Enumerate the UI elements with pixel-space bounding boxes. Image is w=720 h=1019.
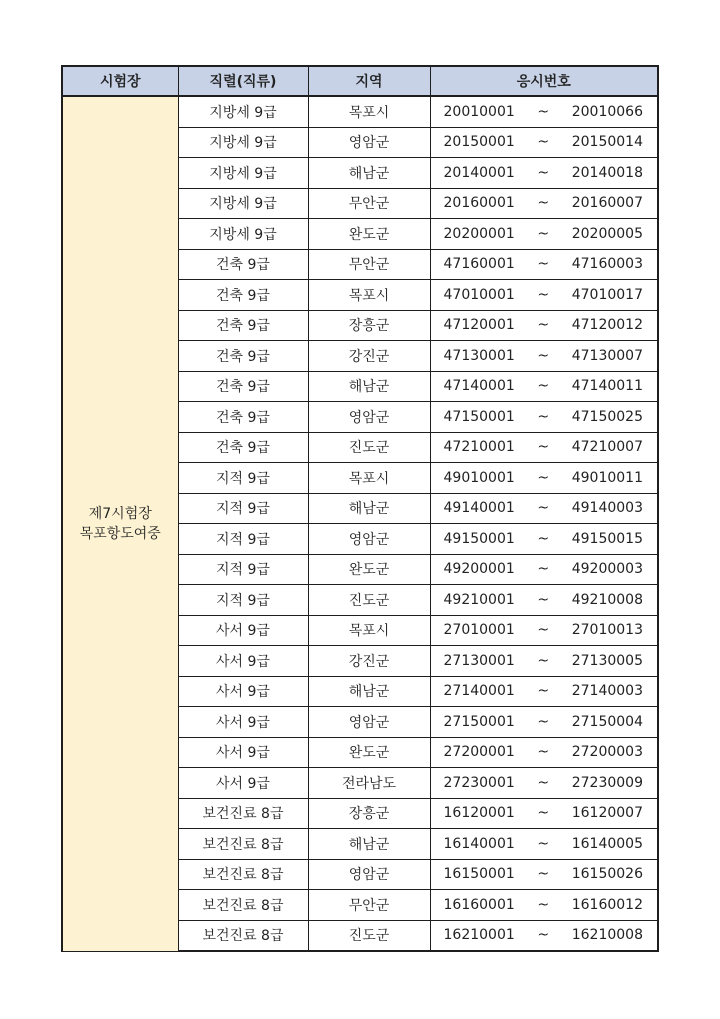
job-cell: 건축 9급 [178, 402, 308, 433]
job-cell: 사서 9급 [178, 768, 308, 799]
exam-number-range [431, 531, 658, 547]
exam-number-end: 20010066 [571, 103, 643, 120]
job-cell: 사서 9급 [178, 676, 308, 707]
header-region: 지역 [308, 66, 430, 96]
range-separator: ~ [537, 286, 550, 303]
exam-number-end: 16160012 [571, 896, 643, 913]
region-cell: 영암군 [308, 402, 430, 433]
region-cell: 강진군 [308, 341, 430, 372]
exam-number-end: 47130007 [571, 347, 643, 364]
region-cell: 영암군 [308, 127, 430, 158]
exam-number-range [431, 592, 658, 608]
exam-number-range [431, 561, 658, 577]
range-separator: ~ [537, 683, 550, 700]
range-separator: ~ [537, 225, 550, 242]
exam-number-start: 16210001 [443, 927, 515, 944]
region-cell: 무안군 [308, 249, 430, 280]
range-separator: ~ [537, 622, 550, 639]
exam-number-range [431, 866, 658, 882]
exam-number-range [431, 470, 658, 486]
exam-number-range-cell [430, 280, 658, 311]
exam-number-end: 47160003 [571, 256, 643, 273]
exam-number-range [431, 165, 658, 181]
range-separator: ~ [537, 103, 550, 120]
region-cell: 진도군 [308, 432, 430, 463]
exam-number-start: 47010001 [443, 286, 515, 303]
job-cell: 지방세 9급 [178, 96, 308, 127]
range-separator: ~ [537, 713, 550, 730]
exam-number-end: 16140005 [571, 835, 643, 852]
range-separator: ~ [537, 530, 550, 547]
job-cell: 보건진료 8급 [178, 829, 308, 860]
range-separator: ~ [537, 591, 550, 608]
exam-number-range-cell [430, 402, 658, 433]
region-cell: 무안군 [308, 188, 430, 219]
job-cell: 건축 9급 [178, 432, 308, 463]
region-cell: 완도군 [308, 554, 430, 585]
exam-number-start: 47140001 [443, 378, 515, 395]
exam-number-range-cell [430, 524, 658, 555]
exam-number-range-cell [430, 463, 658, 494]
venue-number: 제7시험장 [88, 505, 152, 522]
exam-number-range-cell [430, 737, 658, 768]
exam-number-range-cell [430, 341, 658, 372]
exam-number-range-cell [430, 676, 658, 707]
exam-number-range-cell [430, 707, 658, 738]
range-separator: ~ [537, 347, 550, 364]
exam-number-range [431, 805, 658, 821]
exam-number-start: 49010001 [443, 469, 515, 486]
job-cell: 보건진료 8급 [178, 920, 308, 951]
exam-number-end: 47120012 [571, 317, 643, 334]
region-cell: 목포시 [308, 615, 430, 646]
region-cell: 해남군 [308, 493, 430, 524]
venue-school: 목포항도여중 [79, 525, 161, 542]
exam-number-end: 47010017 [571, 286, 643, 303]
range-separator: ~ [537, 469, 550, 486]
exam-number-range-cell [430, 890, 658, 921]
exam-number-end: 47210007 [571, 439, 643, 456]
job-cell: 지적 9급 [178, 493, 308, 524]
exam-number-range-cell [430, 96, 658, 127]
exam-number-start: 49200001 [443, 561, 515, 578]
job-cell: 지적 9급 [178, 585, 308, 616]
exam-number-range-cell [430, 829, 658, 860]
job-cell: 건축 9급 [178, 310, 308, 341]
exam-number-range [431, 897, 658, 913]
region-cell: 영암군 [308, 524, 430, 555]
exam-number-range-cell [430, 127, 658, 158]
range-separator: ~ [537, 408, 550, 425]
range-separator: ~ [537, 835, 550, 852]
header-exam-number: 응시번호 [430, 66, 658, 96]
exam-number-end: 47140011 [571, 378, 643, 395]
exam-number-start: 20140001 [443, 164, 515, 181]
exam-number-start: 49150001 [443, 530, 515, 547]
exam-number-range [431, 714, 658, 730]
exam-number-range [431, 653, 658, 669]
range-separator: ~ [537, 164, 550, 181]
exam-number-range-cell [430, 798, 658, 829]
exam-number-end: 16120007 [571, 805, 643, 822]
exam-number-range-cell [430, 158, 658, 189]
region-cell: 전라남도 [308, 768, 430, 799]
range-separator: ~ [537, 927, 550, 944]
job-cell: 지적 9급 [178, 524, 308, 555]
exam-number-start: 16150001 [443, 866, 515, 883]
exam-number-start: 27150001 [443, 713, 515, 730]
exam-number-range-cell [430, 493, 658, 524]
job-cell: 사서 9급 [178, 707, 308, 738]
region-cell: 목포시 [308, 463, 430, 494]
exam-number-start: 47120001 [443, 317, 515, 334]
range-separator: ~ [537, 774, 550, 791]
range-separator: ~ [537, 256, 550, 273]
exam-number-end: 20150014 [571, 134, 643, 151]
exam-number-range-cell [430, 585, 658, 616]
exam-number-range [431, 378, 658, 394]
job-cell: 지방세 9급 [178, 219, 308, 250]
exam-number-range [431, 683, 658, 699]
exam-number-start: 20150001 [443, 134, 515, 151]
exam-number-range-cell [430, 219, 658, 250]
exam-number-start: 47130001 [443, 347, 515, 364]
region-cell: 해남군 [308, 371, 430, 402]
job-cell: 건축 9급 [178, 280, 308, 311]
exam-number-range [431, 287, 658, 303]
exam-number-start: 16140001 [443, 835, 515, 852]
exam-number-end: 20140018 [571, 164, 643, 181]
exam-number-start: 27140001 [443, 683, 515, 700]
exam-assignment-table [61, 65, 659, 952]
range-separator: ~ [537, 317, 550, 334]
region-cell: 목포시 [308, 280, 430, 311]
exam-number-range [431, 744, 658, 760]
range-separator: ~ [537, 744, 550, 761]
region-cell: 목포시 [308, 96, 430, 127]
range-separator: ~ [537, 439, 550, 456]
range-separator: ~ [537, 195, 550, 212]
exam-number-end: 49010011 [571, 469, 643, 486]
exam-number-range [431, 104, 658, 120]
exam-number-end: 27140003 [571, 683, 643, 700]
job-cell: 사서 9급 [178, 737, 308, 768]
exam-number-range-cell [430, 554, 658, 585]
exam-number-range [431, 836, 658, 852]
header-job: 직렬(직류) [178, 66, 308, 96]
job-cell: 지적 9급 [178, 554, 308, 585]
exam-number-range [431, 317, 658, 333]
exam-number-end: 49140003 [571, 500, 643, 517]
job-cell: 지적 9급 [178, 463, 308, 494]
region-cell: 장흥군 [308, 798, 430, 829]
exam-number-end: 27150004 [571, 713, 643, 730]
exam-number-range [431, 500, 658, 516]
exam-number-range-cell [430, 188, 658, 219]
region-cell: 영암군 [308, 859, 430, 890]
exam-number-range [431, 348, 658, 364]
range-separator: ~ [537, 500, 550, 517]
job-cell: 지방세 9급 [178, 127, 308, 158]
exam-number-range-cell [430, 371, 658, 402]
exam-number-range-cell [430, 859, 658, 890]
job-cell: 사서 9급 [178, 615, 308, 646]
exam-number-start: 27200001 [443, 744, 515, 761]
exam-number-start: 47160001 [443, 256, 515, 273]
exam-number-range [431, 622, 658, 638]
exam-number-start: 49210001 [443, 591, 515, 608]
region-cell: 영암군 [308, 707, 430, 738]
exam-number-range-cell [430, 646, 658, 677]
job-cell: 지방세 9급 [178, 158, 308, 189]
region-cell: 해남군 [308, 158, 430, 189]
job-cell: 보건진료 8급 [178, 890, 308, 921]
region-cell: 무안군 [308, 890, 430, 921]
exam-number-start: 20200001 [443, 225, 515, 242]
exam-number-start: 47210001 [443, 439, 515, 456]
exam-number-end: 20160007 [571, 195, 643, 212]
exam-number-start: 27230001 [443, 774, 515, 791]
exam-number-range-cell [430, 432, 658, 463]
exam-number-end: 27200003 [571, 744, 643, 761]
exam-number-end: 49150015 [571, 530, 643, 547]
exam-number-start: 27130001 [443, 652, 515, 669]
exam-number-range [431, 256, 658, 272]
exam-number-start: 47150001 [443, 408, 515, 425]
region-cell: 해남군 [308, 676, 430, 707]
exam-number-end: 47150025 [571, 408, 643, 425]
exam-number-end: 49210008 [571, 591, 643, 608]
exam-number-start: 16160001 [443, 896, 515, 913]
exam-number-range [431, 134, 658, 150]
header-venue: 시험장 [62, 66, 178, 96]
exam-number-range-cell [430, 920, 658, 951]
range-separator: ~ [537, 134, 550, 151]
range-separator: ~ [537, 652, 550, 669]
exam-number-range [431, 195, 658, 211]
exam-number-end: 27010013 [571, 622, 643, 639]
exam-number-end: 16150026 [571, 866, 643, 883]
exam-number-start: 20160001 [443, 195, 515, 212]
exam-number-start: 16120001 [443, 805, 515, 822]
job-cell: 건축 9급 [178, 249, 308, 280]
region-cell: 완도군 [308, 219, 430, 250]
job-cell: 보건진료 8급 [178, 859, 308, 890]
region-cell: 해남군 [308, 829, 430, 860]
exam-number-end: 27130005 [571, 652, 643, 669]
exam-number-end: 20200005 [571, 225, 643, 242]
job-cell: 사서 9급 [178, 646, 308, 677]
exam-number-range [431, 439, 658, 455]
exam-number-range-cell [430, 249, 658, 280]
exam-number-end: 27230009 [571, 774, 643, 791]
table-row [62, 96, 658, 127]
job-cell: 지방세 9급 [178, 188, 308, 219]
region-cell: 장흥군 [308, 310, 430, 341]
region-cell: 진도군 [308, 585, 430, 616]
job-cell: 건축 9급 [178, 341, 308, 372]
table-body [62, 96, 658, 951]
exam-number-range [431, 775, 658, 791]
exam-number-range-cell [430, 615, 658, 646]
exam-number-range [431, 409, 658, 425]
exam-number-start: 20010001 [443, 103, 515, 120]
exam-number-range-cell [430, 768, 658, 799]
job-cell: 건축 9급 [178, 371, 308, 402]
exam-number-range [431, 927, 658, 943]
job-cell: 보건진료 8급 [178, 798, 308, 829]
region-cell: 완도군 [308, 737, 430, 768]
exam-number-start: 27010001 [443, 622, 515, 639]
range-separator: ~ [537, 378, 550, 395]
header-row [62, 66, 658, 96]
range-separator: ~ [537, 805, 550, 822]
region-cell: 진도군 [308, 920, 430, 951]
range-separator: ~ [537, 896, 550, 913]
range-separator: ~ [537, 561, 550, 578]
exam-number-end: 16210008 [571, 927, 643, 944]
range-separator: ~ [537, 866, 550, 883]
exam-number-range-cell [430, 310, 658, 341]
exam-number-range [431, 226, 658, 242]
exam-number-end: 49200003 [571, 561, 643, 578]
region-cell: 강진군 [308, 646, 430, 677]
exam-number-start: 49140001 [443, 500, 515, 517]
venue-cell [62, 96, 178, 951]
